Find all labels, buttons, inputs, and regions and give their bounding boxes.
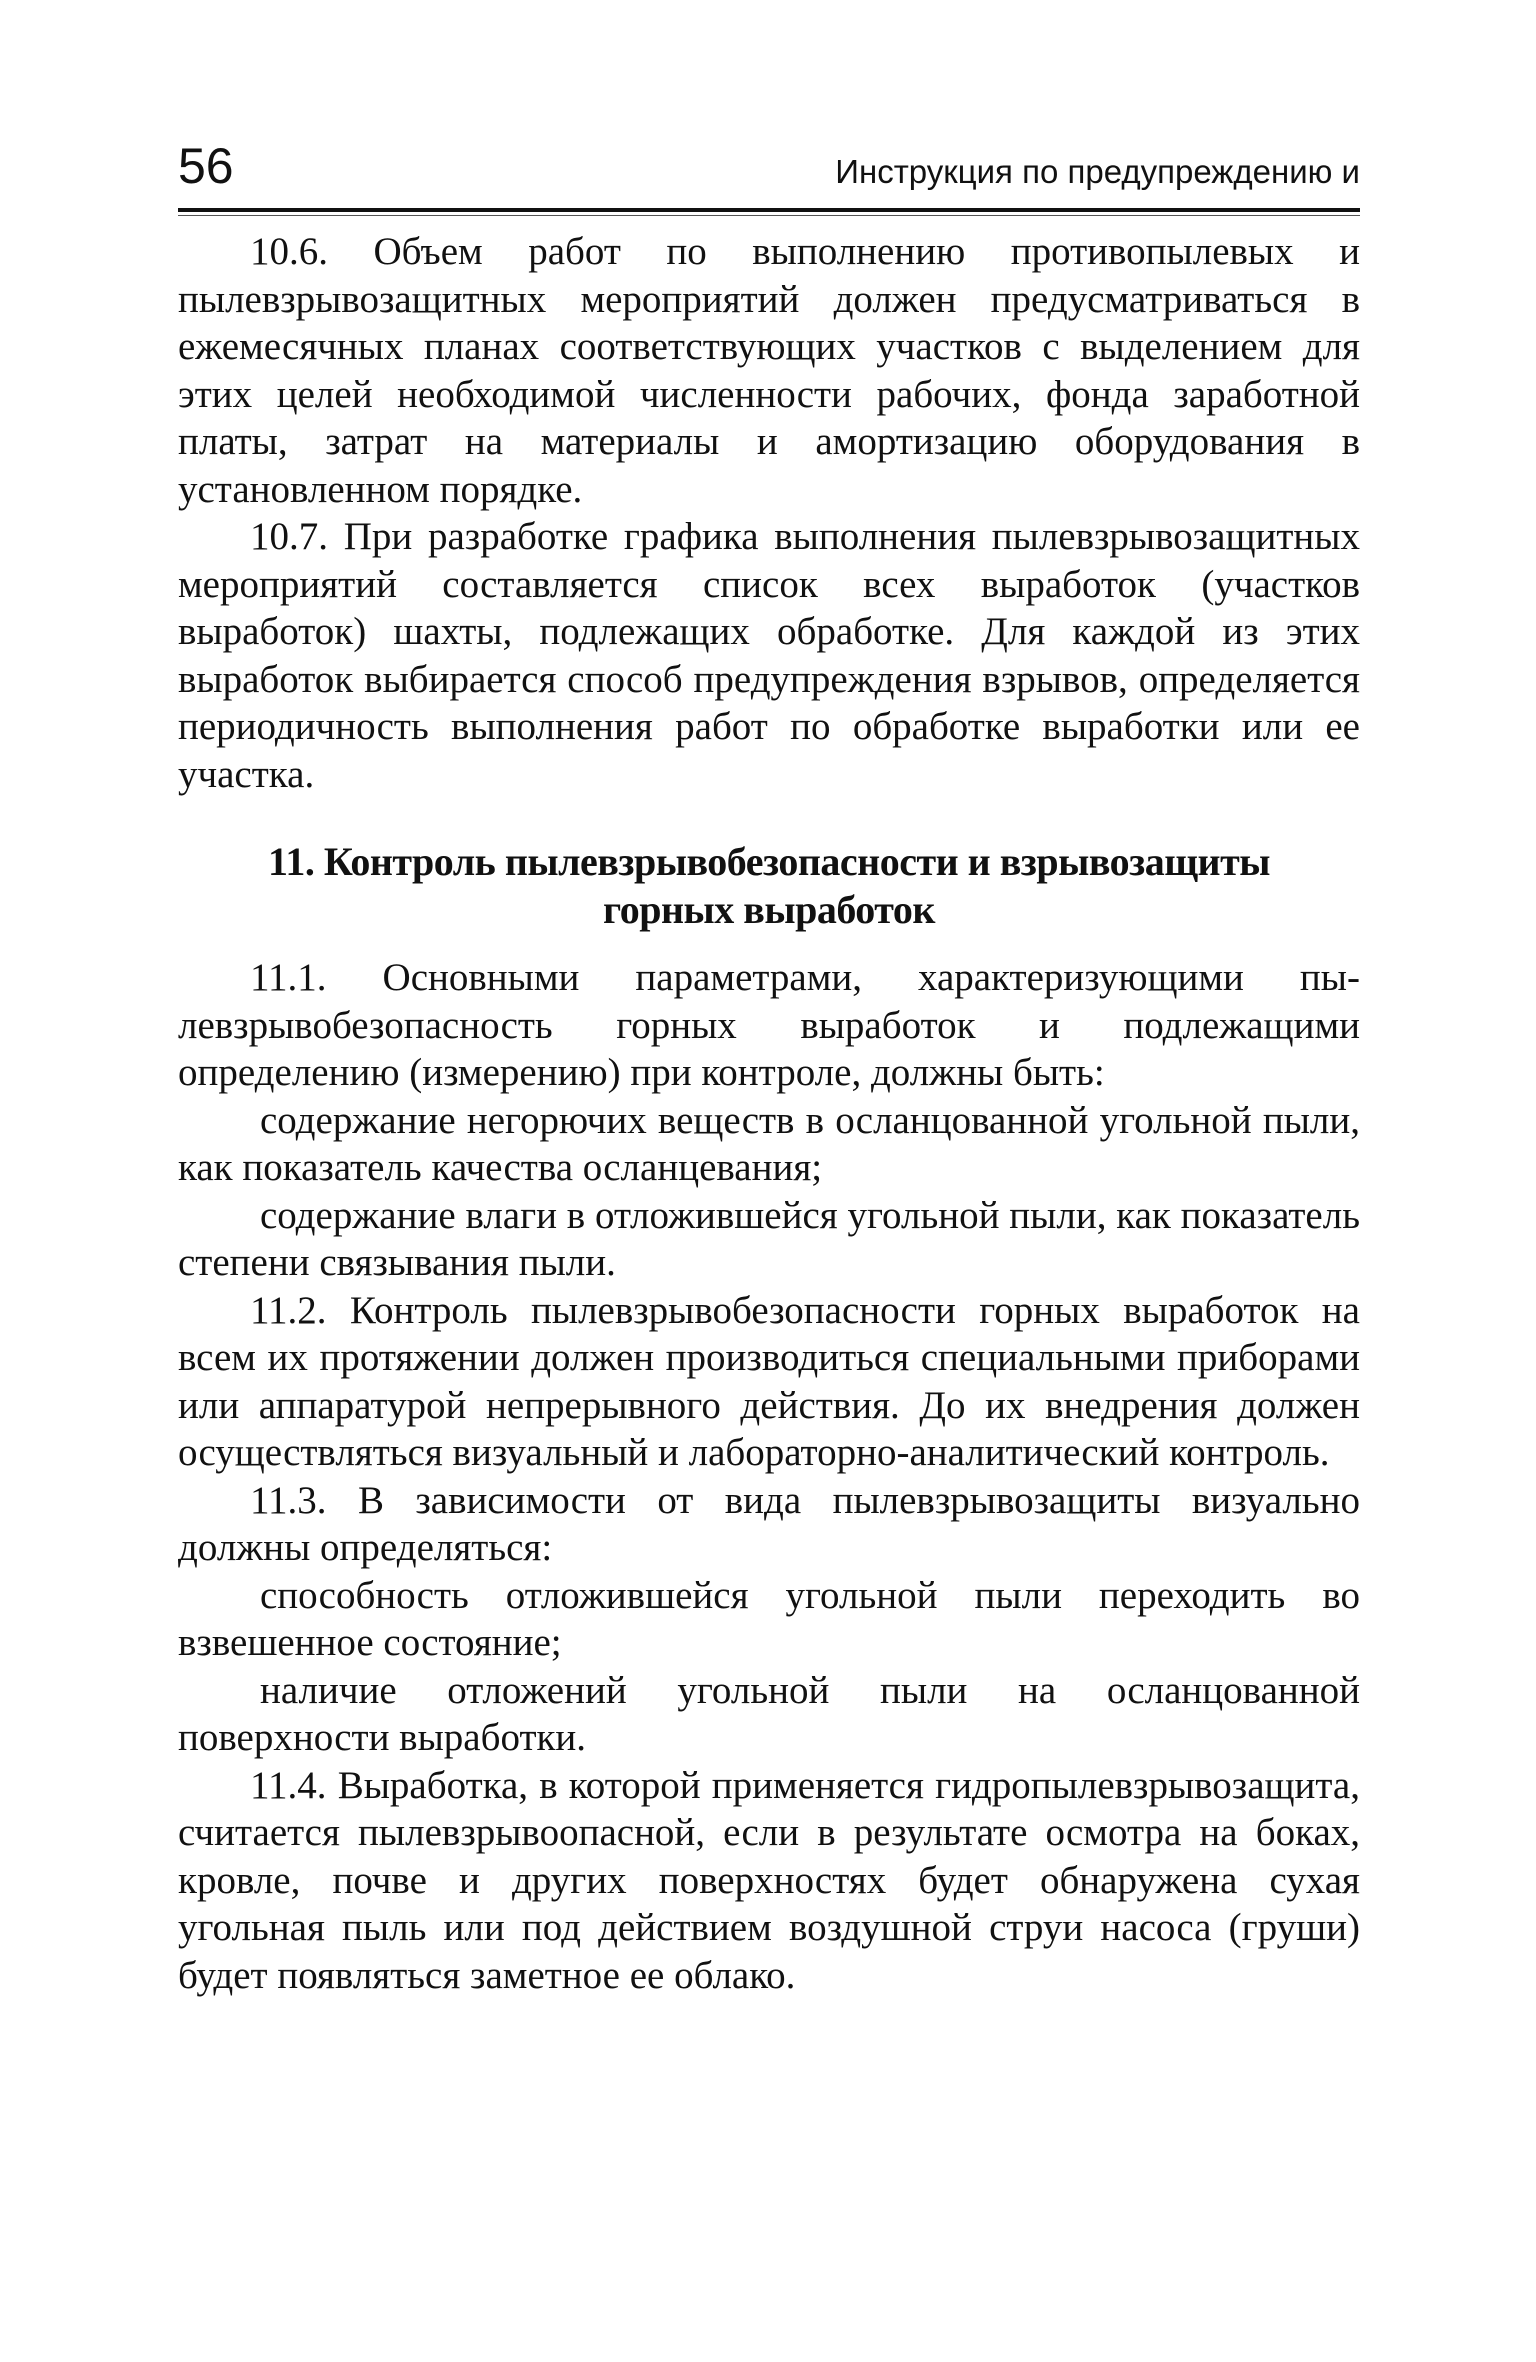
section-heading-line-2: горных выработок [603,887,935,932]
running-header [178,136,1360,206]
paragraph-11-3: 11.3. В зависимости от вида пылевзрывозащиты визуально должны определяться: [178,1478,1360,1569]
paragraph-10-6: 10.6. Объем работ по выполнению противопылевых и пылевзрывозащитных мероприятий должен предусматриваться в ежемесячных планах соответствующих участков с выделением для этих целей необходимой численности рабочих, фонда заработной платы, затрат на материалы и амортизацию оборудования в установленном порядке. [178,230,1360,511]
section-heading-11 [178,838,1360,934]
paragraph-10-7: 10.7. При разработке графика выполнения пылевзрывозащитных мероприятий составляется список всех выработок (участков выработок) шахты, подлежащих обработке. Для каждой из этих выработок выбирается способ предупреждения взрывов, определяется периодичность выполнения работ по обработке выработки или ее участка. [178,515,1360,796]
header-rule [178,208,1360,212]
list-item-11-1-b: содержание влаги в отложившейся угольной пыли, как показатель степени связывания пыли. [178,1193,1360,1284]
section-heading-line-1: 11. Контроль пылевзрывобезопасности и взрывозащиты [268,839,1270,884]
running-title: Инструкция по предупреждению и [835,153,1360,190]
header-rule-thin [178,215,1360,216]
list-item-11-3-b: наличие отложений угольной пыли на осланцованной поверхности выработки. [178,1668,1360,1759]
list-item-11-3-a: способность отложившейся угольной пыли переходить во взвешенное состояние; [178,1573,1360,1664]
paragraph-11-4: 11.4. Выработка, в которой применяется гидропылевзрывозащита, считается пылевзрывоопасной, если в результате осмотра на боках, кровле, почве и других поверхностях будет обнаружена сухая угольная пыль или под действием воздушной струи насоса (груши) будет появляться заметное ее облако. [178,1763,1360,1997]
list-item-11-1-a: содержание негорючих веществ в осланцованной угольной пыли, как показатель качества осланцевания; [178,1098,1360,1189]
paragraph-11-2: 11.2. Контроль пылевзрывобезопасности горных выработок на всем их протяжении должен производиться специальными приборами или аппаратурой непрерывного действия. До их внедрения должен осуществляться визуальный и лабораторно-аналитический контроль. [178,1288,1360,1474]
paragraph-11-1: 11.1. Основными параметрами, характеризующими пылевзрывобезопасность горных выработок и подлежащими определению (измерению) при контроле, должны быть: [178,956,1360,1094]
page-body [178,228,1360,1999]
page-number: 56 [178,138,234,194]
